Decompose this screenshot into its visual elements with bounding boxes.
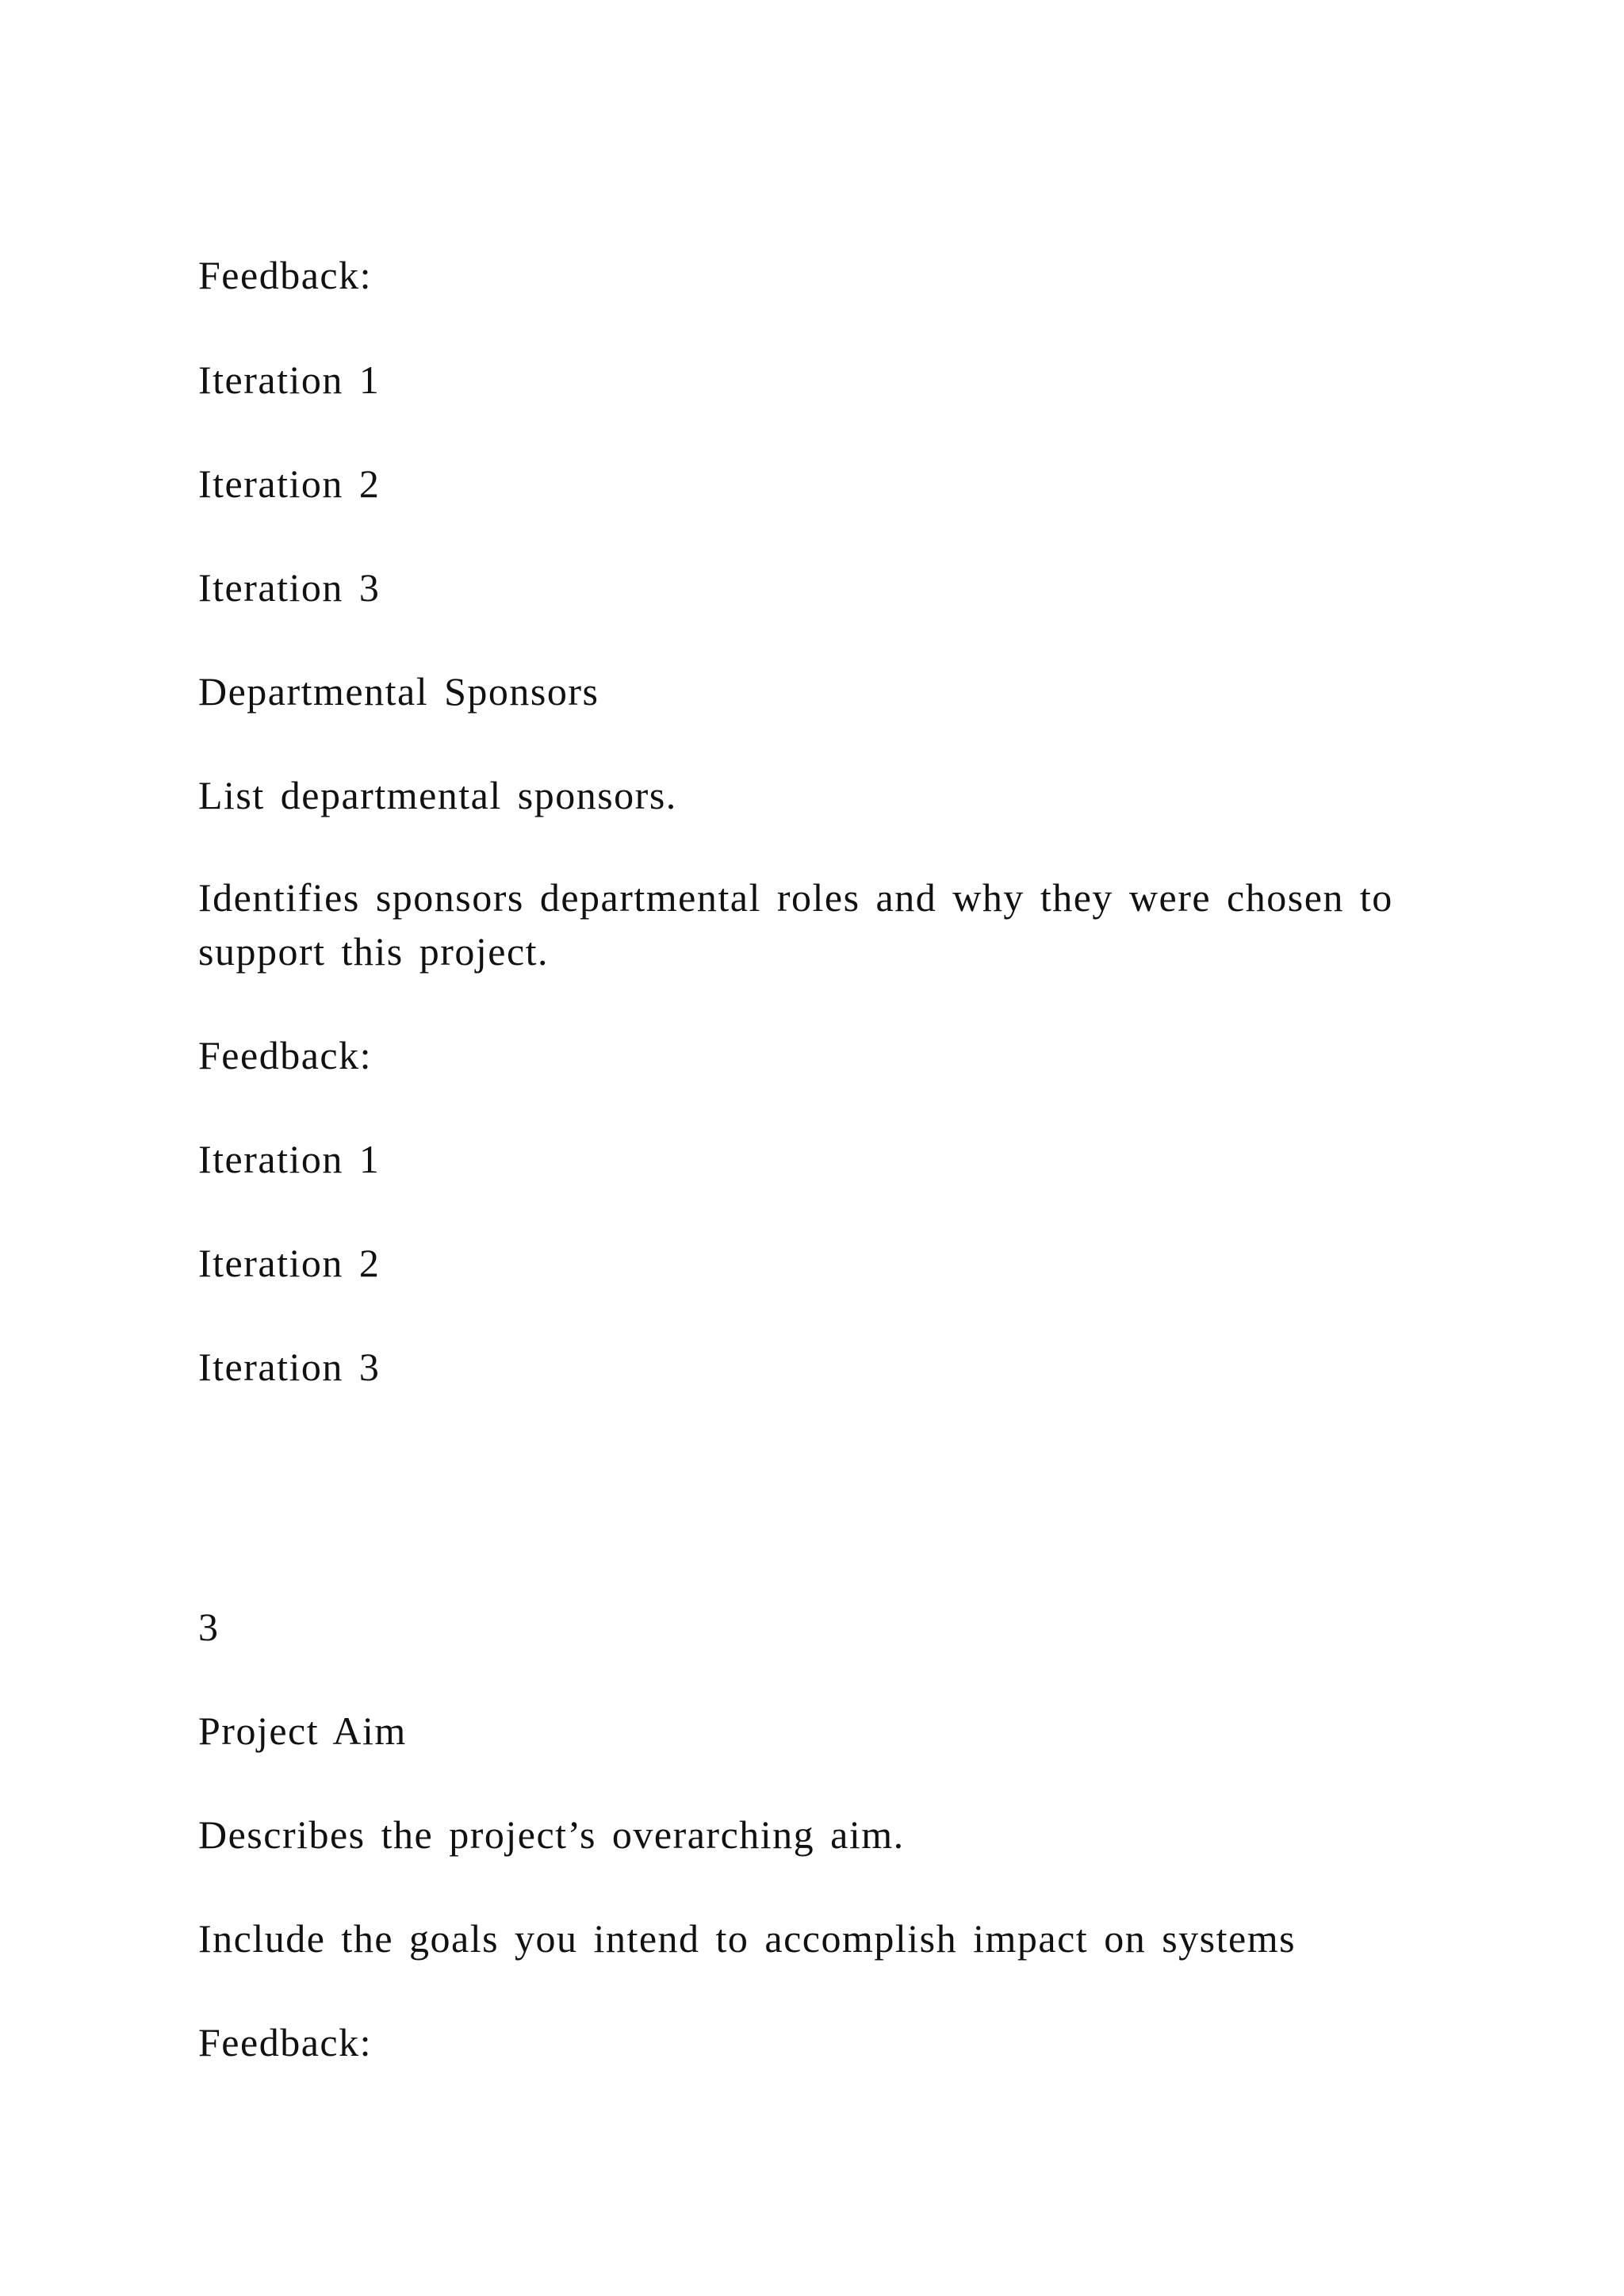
feedback-label: Feedback: [198,253,372,297]
iteration-2-label: Iteration 2 [198,461,381,506]
section-number: 3 [198,1605,220,1649]
section-heading-project-aim: Project Aim [198,1709,407,1753]
iteration-1-label: Iteration 1 [198,358,381,402]
iteration-3-label: Iteration 3 [198,1345,381,1389]
feedback-label: Feedback: [198,1033,372,1077]
feedback-label: Feedback: [198,2020,372,2064]
instruction-goals: Include the goals you intend to accomplish impact on systems [198,1916,1297,1961]
iteration-1-label: Iteration 1 [198,1137,381,1181]
instruction-overarching-aim: Describes the project’s overarching aim. [198,1812,905,1857]
iteration-2-label: Iteration 2 [198,1241,381,1285]
iteration-3-label: Iteration 3 [198,565,381,610]
section-heading-departmental-sponsors: Departmental Sponsors [198,669,599,714]
instruction-list-sponsors: List departmental sponsors. [198,773,677,817]
instruction-sponsor-roles: Identifies sponsors departmental roles and why they were chosen to support this project. [198,875,1393,974]
